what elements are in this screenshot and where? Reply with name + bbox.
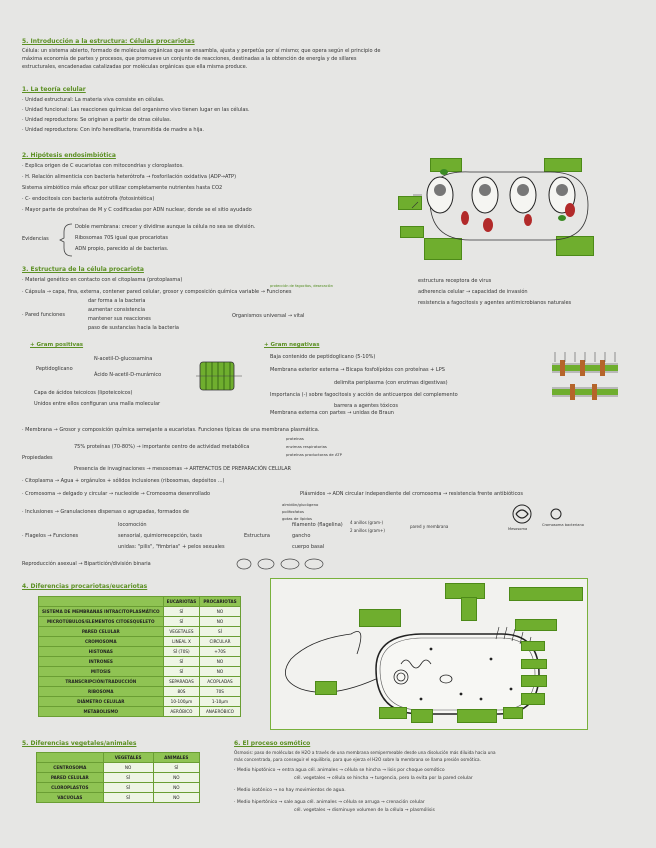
label-box — [521, 675, 547, 687]
table-cell: SÍ — [153, 763, 199, 773]
table-row — [39, 687, 241, 697]
table-header-row — [37, 753, 200, 763]
label-box — [457, 709, 497, 723]
intro-line: máxima economía de partes y procesos, que promueve un conjunto de reacciones, destinadas a la obtención de energía y de sillares — [22, 56, 357, 62]
wall-function: dar forma a la bacteria — [88, 298, 146, 304]
table-cell: VACUOLAS — [37, 793, 104, 803]
wall-function: aumentar consistencia — [88, 307, 146, 313]
gram-line: Unidos entre ellos configuran una malla molecular — [34, 401, 161, 407]
membrane-prop: proteínas — [286, 436, 304, 441]
label-box — [411, 709, 433, 723]
table-cell: NO — [153, 773, 199, 783]
text-line: Sistema simbiótico más eficaz por utilizar completamente nutrientes hasta CO2 — [22, 185, 223, 191]
flagella-structure: filamento (flagelina) — [292, 522, 343, 528]
legend-label: Cromosoma bacteriano — [542, 523, 584, 527]
table-cell: 1-10μm — [200, 697, 240, 707]
table-row — [39, 657, 241, 667]
table-header-cell — [39, 597, 164, 607]
table-row — [39, 607, 241, 617]
table-cell: SÍ — [103, 773, 153, 783]
table-cell: ANAERÓBICO — [200, 707, 240, 717]
flagella-structure: cuerpo basal — [292, 544, 325, 550]
table-row — [39, 677, 241, 687]
table-cell: NO — [200, 607, 240, 617]
flagella-motor: pared y membrana — [410, 524, 449, 529]
text-line: cél. vegetales → disminuye volumen de la célula → plasmólisis — [294, 808, 435, 813]
table-cell: 10-100μm — [163, 697, 200, 707]
table-cell: MITOSIS — [39, 667, 164, 677]
section-title: 2. Hipótesis endosimbiótica — [22, 152, 116, 159]
table-cell: NO — [200, 617, 240, 627]
table-row — [37, 763, 200, 773]
text-line: Reproducción asexual → Bipartición/división binaria — [22, 561, 151, 567]
section-title: 6. El proceso osmótico — [234, 740, 311, 747]
prokaryote-cell-figure — [270, 578, 588, 730]
text-line: · Inclusiones → Granulaciones dispersas o agrupadas, formados de — [22, 509, 189, 515]
flagella-structure: gancho — [292, 533, 311, 539]
text-line: · Cromosoma → delgado y circular → nucleoide → Cromosoma desenrollado — [22, 491, 211, 497]
structure-label: Estructura — [244, 533, 270, 539]
label-box — [521, 641, 545, 651]
table-cell: NO — [103, 763, 153, 773]
flagella-motor: 2 anillos (gram+) — [350, 528, 385, 533]
table-cell: CLOROPLASTOS — [37, 783, 104, 793]
gram-negative-title: + Gram negativas — [264, 342, 320, 348]
label-box — [515, 619, 557, 631]
flagella-function: sensorial, quimiorrecepción, taxis — [118, 533, 203, 539]
comparison-table-prok-euk — [38, 596, 241, 717]
table-row — [39, 697, 241, 707]
table-row — [37, 793, 200, 803]
gram-line: Capa de ácidos teicoicos (lipoteicoicos) — [34, 390, 133, 396]
gram-line: Importancia (-) sobre fagocitosis y acción de anticuerpos del complemento — [270, 392, 458, 398]
label-box — [461, 597, 477, 621]
inclusion-type: polifosfatos — [282, 509, 304, 514]
table-row — [37, 783, 200, 793]
text-line: · H. Relación alimenticia con bacteria heterótrofa → fosforilación oxidativa (ADP→ATP) — [22, 174, 237, 180]
table-cell: CROMOSOMA — [39, 637, 164, 647]
inclusion-type: gotas de lípidos — [282, 516, 312, 521]
label-box — [503, 707, 523, 719]
table-cell: NO — [200, 667, 240, 677]
legend-label: Mesosoma — [508, 527, 528, 531]
table-cell: RIBOSOMA — [39, 687, 164, 697]
text-line: · Membrana → Grosor y composición química semejante a eucariotas. Funciones típicas de una membrana plasmática. — [22, 427, 320, 433]
table-cell: INTRONES — [39, 657, 164, 667]
table-cell: MICROTÚBULOS/ELEMENTOS CITOESQUELETO — [39, 617, 164, 627]
gram-line: barrera a agentes tóxicos — [334, 403, 398, 409]
label-box — [359, 609, 401, 627]
evidence-label: Evidencias — [22, 236, 49, 242]
gram-negative-wall-icon — [550, 350, 620, 406]
text-line: Ósmosis: paso de moléculas de H2O a través de una membrana semipermeable desde una disolución más diluida hacia una — [234, 750, 496, 755]
membrane-prop: proteínas productoras de ATP — [286, 452, 342, 457]
label-box — [521, 659, 547, 669]
wall-function: mantener sus reacciones — [88, 316, 151, 322]
label-box — [509, 587, 583, 601]
evidence-item: Ribosomas 70S igual que procariotas — [75, 235, 168, 241]
text-line: · Citoplasma → Agua + orgánulos + sólidos inclusiones (ribosomas, depósitos ...) — [22, 478, 225, 484]
list-item: · Unidad funcional: Las reacciones químicas del organismo vivo tienen lugar en las células. — [22, 107, 250, 113]
binary-fission-icon — [236, 557, 326, 571]
text-line: · Material genético en contacto con el citoplasma (protoplasma) — [22, 277, 183, 283]
membrane-prop: 75% proteínas (70-80%) → importante centro de actividad metabólica — [74, 444, 250, 450]
text-line: · Explica origen de C eucariotas con mitocondrias y cloroplastos. — [22, 163, 184, 169]
table-header-cell: EUCARIOTAS — [163, 597, 200, 607]
table-cell: AERÓBICO — [163, 707, 200, 717]
table-cell: SÍ — [163, 657, 200, 667]
section-title: 4. Diferencias procariotas/eucariotas — [22, 583, 148, 590]
section-title: 3. Estructura de la célula procariota — [22, 266, 144, 273]
plasmids-note: Plásmidos → ADN circular independiente del cromosoma → resistencia frente antibióticos — [300, 491, 523, 497]
table-cell: ACOPLADAS — [200, 677, 240, 687]
flagella-function: unidas: "pilis", "fimbrias" + pelos sexuales — [118, 544, 225, 550]
table-cell: SÍ — [163, 617, 200, 627]
table-cell: +70S — [200, 647, 240, 657]
text-line: · Cápsula → capa, fina, externa, contener pared celular, grosor y composición química variable → Funciones — [22, 289, 292, 295]
intro-line: estructurales, encadenadas catalizadas por moléculas orgánicas que ella misma produce. — [22, 64, 248, 70]
text-line: · Pared funciones — [22, 312, 65, 318]
text-line: más concentrada, para conseguir el equilibrio, para que ejerza el H2O sobre la membrana se llama presión osmótica. — [234, 757, 481, 762]
table-cell: SÍ — [163, 667, 200, 677]
evidence-item: ADN propio, parecido al de bacterias. — [75, 246, 169, 252]
table-cell: HISTONAS — [39, 647, 164, 657]
text-line: · Mayor parte de proteínas de M y C codificadas por ADN nuclear, donde se el sitio ayudado — [22, 207, 252, 213]
wall-function: paso de sustancias hacia la bacteria — [88, 325, 179, 331]
table-cell: SÍ — [200, 627, 240, 637]
table-cell: SÍ (70S) — [163, 647, 200, 657]
gram-line: Peptidoglicano — [36, 366, 73, 372]
list-item: · Unidad reproductora: Se originan a partir de otras células. — [22, 117, 172, 123]
table-cell: METABOLISMO — [39, 707, 164, 717]
table-row — [39, 627, 241, 637]
text-line: · C- endocitosis con bacteria autótrofa (fotosintética) — [22, 196, 155, 202]
table-row — [39, 647, 241, 657]
table-cell: SÍ — [163, 607, 200, 617]
list-item: · Unidad reproductora: Con info hereditaria, transmitida de madre a hija. — [22, 127, 205, 133]
label-box — [379, 707, 407, 719]
page-title: 5. Introducción a la estructura: Células procariotas — [22, 38, 195, 45]
table-header-cell: VEGETALES — [103, 753, 153, 763]
text-line: · Medio hipotónico → entra agua cél. animales → célula se hincha → lisis por choque osmótico — [234, 768, 445, 773]
table-row — [37, 773, 200, 783]
list-item: · Unidad estructural: La materia viva consiste en células. — [22, 97, 165, 103]
table-cell: SÍ — [103, 793, 153, 803]
text-line: Presencia de invaginaciones → mesosomas → ARTEFACTOS DE PREPARACIÓN CELULAR — [74, 466, 291, 472]
table-cell: SISTEMA DE MEMBRANAS INTRACITOPLASMÁTICO — [39, 607, 164, 617]
table-row — [39, 667, 241, 677]
gram-line: Baja contenido de peptidoglicano (5-10%) — [270, 354, 376, 360]
table-header-cell: ANIMALES — [153, 753, 199, 763]
label-box — [315, 681, 337, 695]
table-row — [39, 617, 241, 627]
table-cell: LINEAL X — [163, 637, 200, 647]
table-cell: DIÁMETRO CELULAR — [39, 697, 164, 707]
gram-line: Ácido N-acetil-D-murámico — [94, 372, 162, 378]
table-cell: SEPARADAS — [163, 677, 200, 687]
intro-line: Célula: un sistema abierto, formado de moléculas orgánicas que se ensambla, ajusta y perpetúa por sí mismo; que opera según el principio de — [22, 48, 381, 54]
membrane-prop: enzimas respiratorias — [286, 444, 327, 449]
gram-line: Membrana exterior externa → Bicapa fosfolípidos con proteínas + LPS — [270, 367, 445, 373]
gram-line: Membrana externa con partes → unidas de Braun — [270, 410, 394, 416]
comparison-table-veg-anim — [36, 752, 200, 803]
table-cell: NO — [153, 783, 199, 793]
label-box — [521, 693, 545, 705]
table-cell: TRANSCRIPCIÓN/TRADUCCIÓN — [39, 677, 164, 687]
organisms-note: Organismos universal → vital — [232, 313, 305, 319]
capsule-function: estructura receptora de virus — [418, 278, 492, 284]
gram-line: delimita periplasma (con enzimas digestivas) — [334, 380, 448, 386]
flagella-function: locomoción — [118, 522, 147, 528]
table-cell: NO — [153, 793, 199, 803]
table-cell: PARED CELULAR — [39, 627, 164, 637]
table-row — [39, 707, 241, 717]
table-cell: VEGETALES — [163, 627, 200, 637]
gram-line: N-acetil-D-glucosamina — [94, 356, 153, 362]
table-cell: CENTROSOMA — [37, 763, 104, 773]
section-title: 5. Diferencias vegetales/animales — [22, 740, 137, 747]
flagella-motor: 4 anillos (gram-) — [350, 520, 384, 525]
table-header-cell — [37, 753, 104, 763]
gram-positive-title: + Gram positivas — [30, 342, 84, 348]
table-cell: SÍ — [103, 783, 153, 793]
annotation: protección de fagocitos, desecación — [270, 284, 333, 288]
table-cell: CIRCULAR — [200, 637, 240, 647]
text-line: · Medio isotónico → no hay movimientos de agua. — [234, 788, 346, 793]
cell-sequence-icon — [410, 160, 600, 250]
text-line: Propiedades — [22, 455, 53, 461]
text-line: cél. vegetales → célula se hincha → turgencia, pero la evita por la pared celular — [294, 776, 473, 781]
table-cell: NO — [200, 657, 240, 667]
inclusion-type: almidón/glucógeno — [282, 502, 319, 507]
table-header-row — [39, 597, 241, 607]
table-cell: PARED CELULAR — [37, 773, 104, 783]
table-header-cell: PROCARIOTAS — [200, 597, 240, 607]
table-row — [39, 637, 241, 647]
prokaryote-cell-icon — [271, 579, 587, 729]
text-line: · Medio hipertónico → sale agua cél. animales → célula se arruga → crenación celular — [234, 800, 425, 805]
table-cell: 70S — [200, 687, 240, 697]
section-title: 1. La teoría celular — [22, 86, 86, 93]
evidence-item: Doble membrana: crecer y dividirse aunque la célula no sea se división. — [75, 224, 256, 230]
capsule-function: resistencia a fagocitosis y agentes antimicrobianos naturales — [418, 300, 572, 306]
text-line: · Flagelos → Funciones — [22, 533, 79, 539]
capsule-function: adherencia celular → capacidad de invasión — [418, 289, 528, 295]
gram-positive-wall-icon — [196, 358, 242, 394]
table-cell: 80S — [163, 687, 200, 697]
